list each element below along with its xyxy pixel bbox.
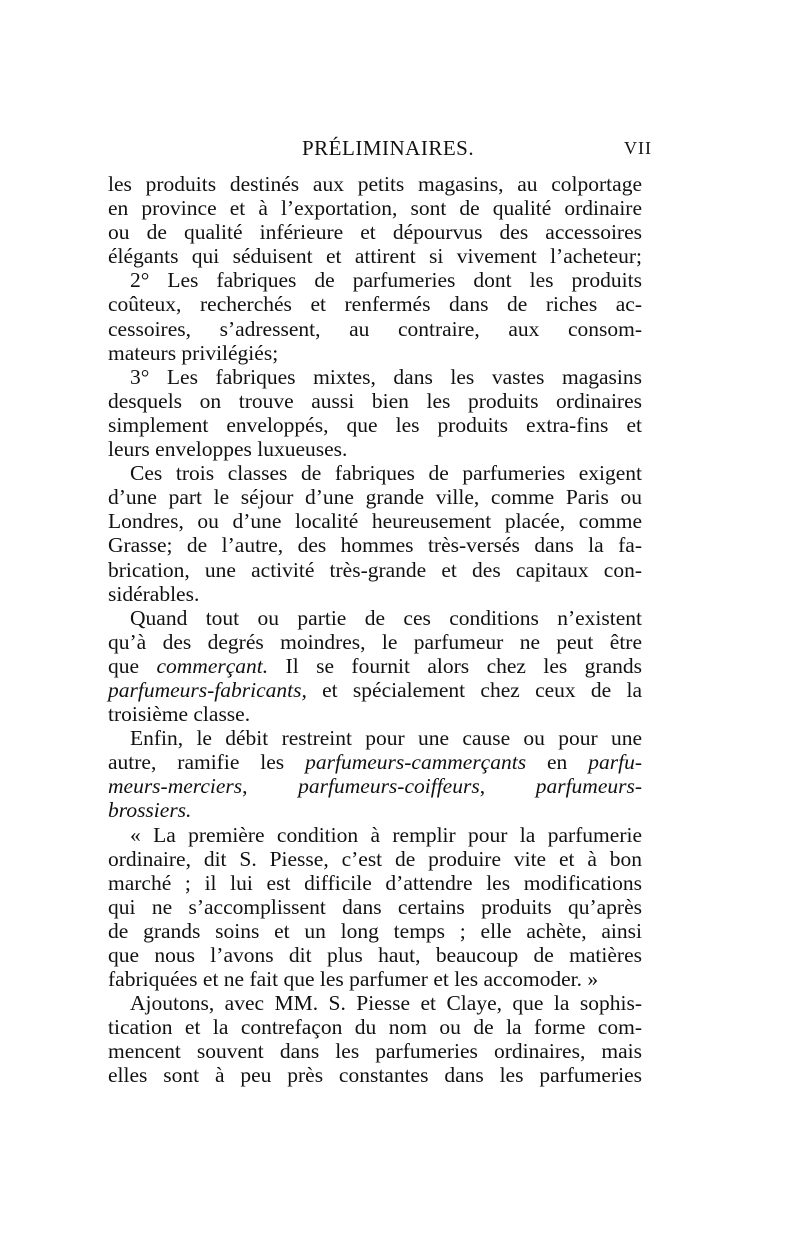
text-line: brication, une activité très-grande et des capitaux con-: [108, 557, 642, 582]
page-number: VII: [624, 138, 652, 158]
page-header: [108, 136, 652, 166]
text-line: elles sont à peu près constantes dans les parfumeries: [108, 1063, 642, 1088]
text-line: Londres, ou d’une localité heureusement placée, comme: [108, 509, 642, 534]
text-segment: et spécialement chez ceux de la: [306, 677, 642, 702]
text-line: [108, 678, 642, 702]
text-line: fabriquées et ne fait que les parfumer et les accomoder. »: [108, 967, 599, 992]
text-line: Quand tout ou partie de ces conditions n’existent: [130, 605, 642, 630]
text-line: troisième classe.: [108, 702, 251, 727]
text-line: d’une part le séjour d’une grande ville, comme Paris ou: [108, 485, 642, 510]
text-line: Grasse; de l’autre, des hommes très-versés dans la fa-: [108, 533, 642, 558]
text-line: Enfin, le débit restreint pour une cause ou pour une: [130, 726, 642, 751]
text-line: simplement enveloppés, que les produits extra-fins et: [108, 412, 642, 437]
text-line: Ces trois classes de fabriques de parfumeries exigent: [130, 461, 642, 486]
text-segment: en: [526, 750, 589, 775]
text-line: coûteux, recherchés et renfermés dans de riches ac-: [108, 292, 642, 317]
text-line: leurs enveloppes luxueuses.: [108, 437, 348, 462]
italic-text: commerçant.: [156, 653, 269, 678]
text-segment: ,: [479, 774, 536, 799]
text-line: en province et à l’exportation, sont de qualité ordinaire: [108, 196, 642, 221]
text-line: desquels on trouve aussi bien les produits ordinaires: [108, 388, 642, 413]
italic-text: parfumeurs-cammerçants: [305, 750, 527, 775]
text-line: [108, 654, 642, 678]
text-line: qu’à des degrés moindres, le parfumeur ne peut être: [108, 629, 642, 654]
text-segment: que: [108, 653, 157, 678]
italic-text: parfumeurs-fabricants,: [108, 677, 307, 702]
running-head: PRÉLIMINAIRES.: [302, 136, 475, 160]
text-line: cessoires, s’adressent, au contraire, aux consom-: [108, 316, 642, 341]
text-line: élégants qui séduisent et attirent si vivement l’acheteur;: [108, 244, 642, 269]
text-line: [108, 774, 642, 798]
text-line: [108, 750, 642, 774]
text-line: Ajoutons, avec MM. S. Piesse et Claye, que la sophis-: [130, 991, 642, 1016]
text-line: ordinaire, dit S. Piesse, c’est de produire vite et à bon: [108, 846, 642, 871]
body-text: [108, 172, 642, 1088]
text-segment: Il se fournit alors chez les grands: [268, 653, 642, 678]
text-line: les produits destinés aux petits magasins, au colportage: [108, 172, 642, 196]
text-line: « La première condition à remplir pour la parfumerie: [130, 822, 642, 847]
text-line: 3° Les fabriques mixtes, dans les vastes magasins: [130, 364, 642, 389]
italic-text: brossiers.: [108, 798, 192, 823]
text-line: mateurs privilégiés;: [108, 340, 279, 365]
text-line: mencent souvent dans les parfumeries ordinaires, mais: [108, 1039, 642, 1064]
text-line: tication et la contrefaçon du nom ou de la forme com-: [108, 1015, 642, 1040]
text-line: marché ; il lui est difficile d’attendre les modifications: [108, 870, 642, 895]
italic-text: parfumeurs-: [535, 774, 643, 799]
italic-text: meurs-merciers: [108, 774, 243, 799]
text-line: [108, 798, 642, 822]
text-segment: ,: [242, 774, 299, 799]
italic-text: parfu-: [588, 750, 642, 775]
italic-text: parfumeurs-coiffeurs: [298, 774, 480, 799]
text-line: ou de qualité inférieure et dépourvus des accessoires: [108, 220, 642, 245]
text-line: sidérables.: [108, 581, 200, 606]
text-line: 2° Les fabriques de parfumeries dont les produits: [130, 268, 642, 293]
text-segment: autre, ramifie les: [108, 750, 306, 775]
text-line: de grands soins et un long temps ; elle achète, ainsi: [108, 918, 642, 943]
text-line: qui ne s’accomplissent dans certains produits qu’après: [108, 894, 642, 919]
text-line: que nous l’avons dit plus haut, beaucoup de matières: [108, 943, 642, 967]
